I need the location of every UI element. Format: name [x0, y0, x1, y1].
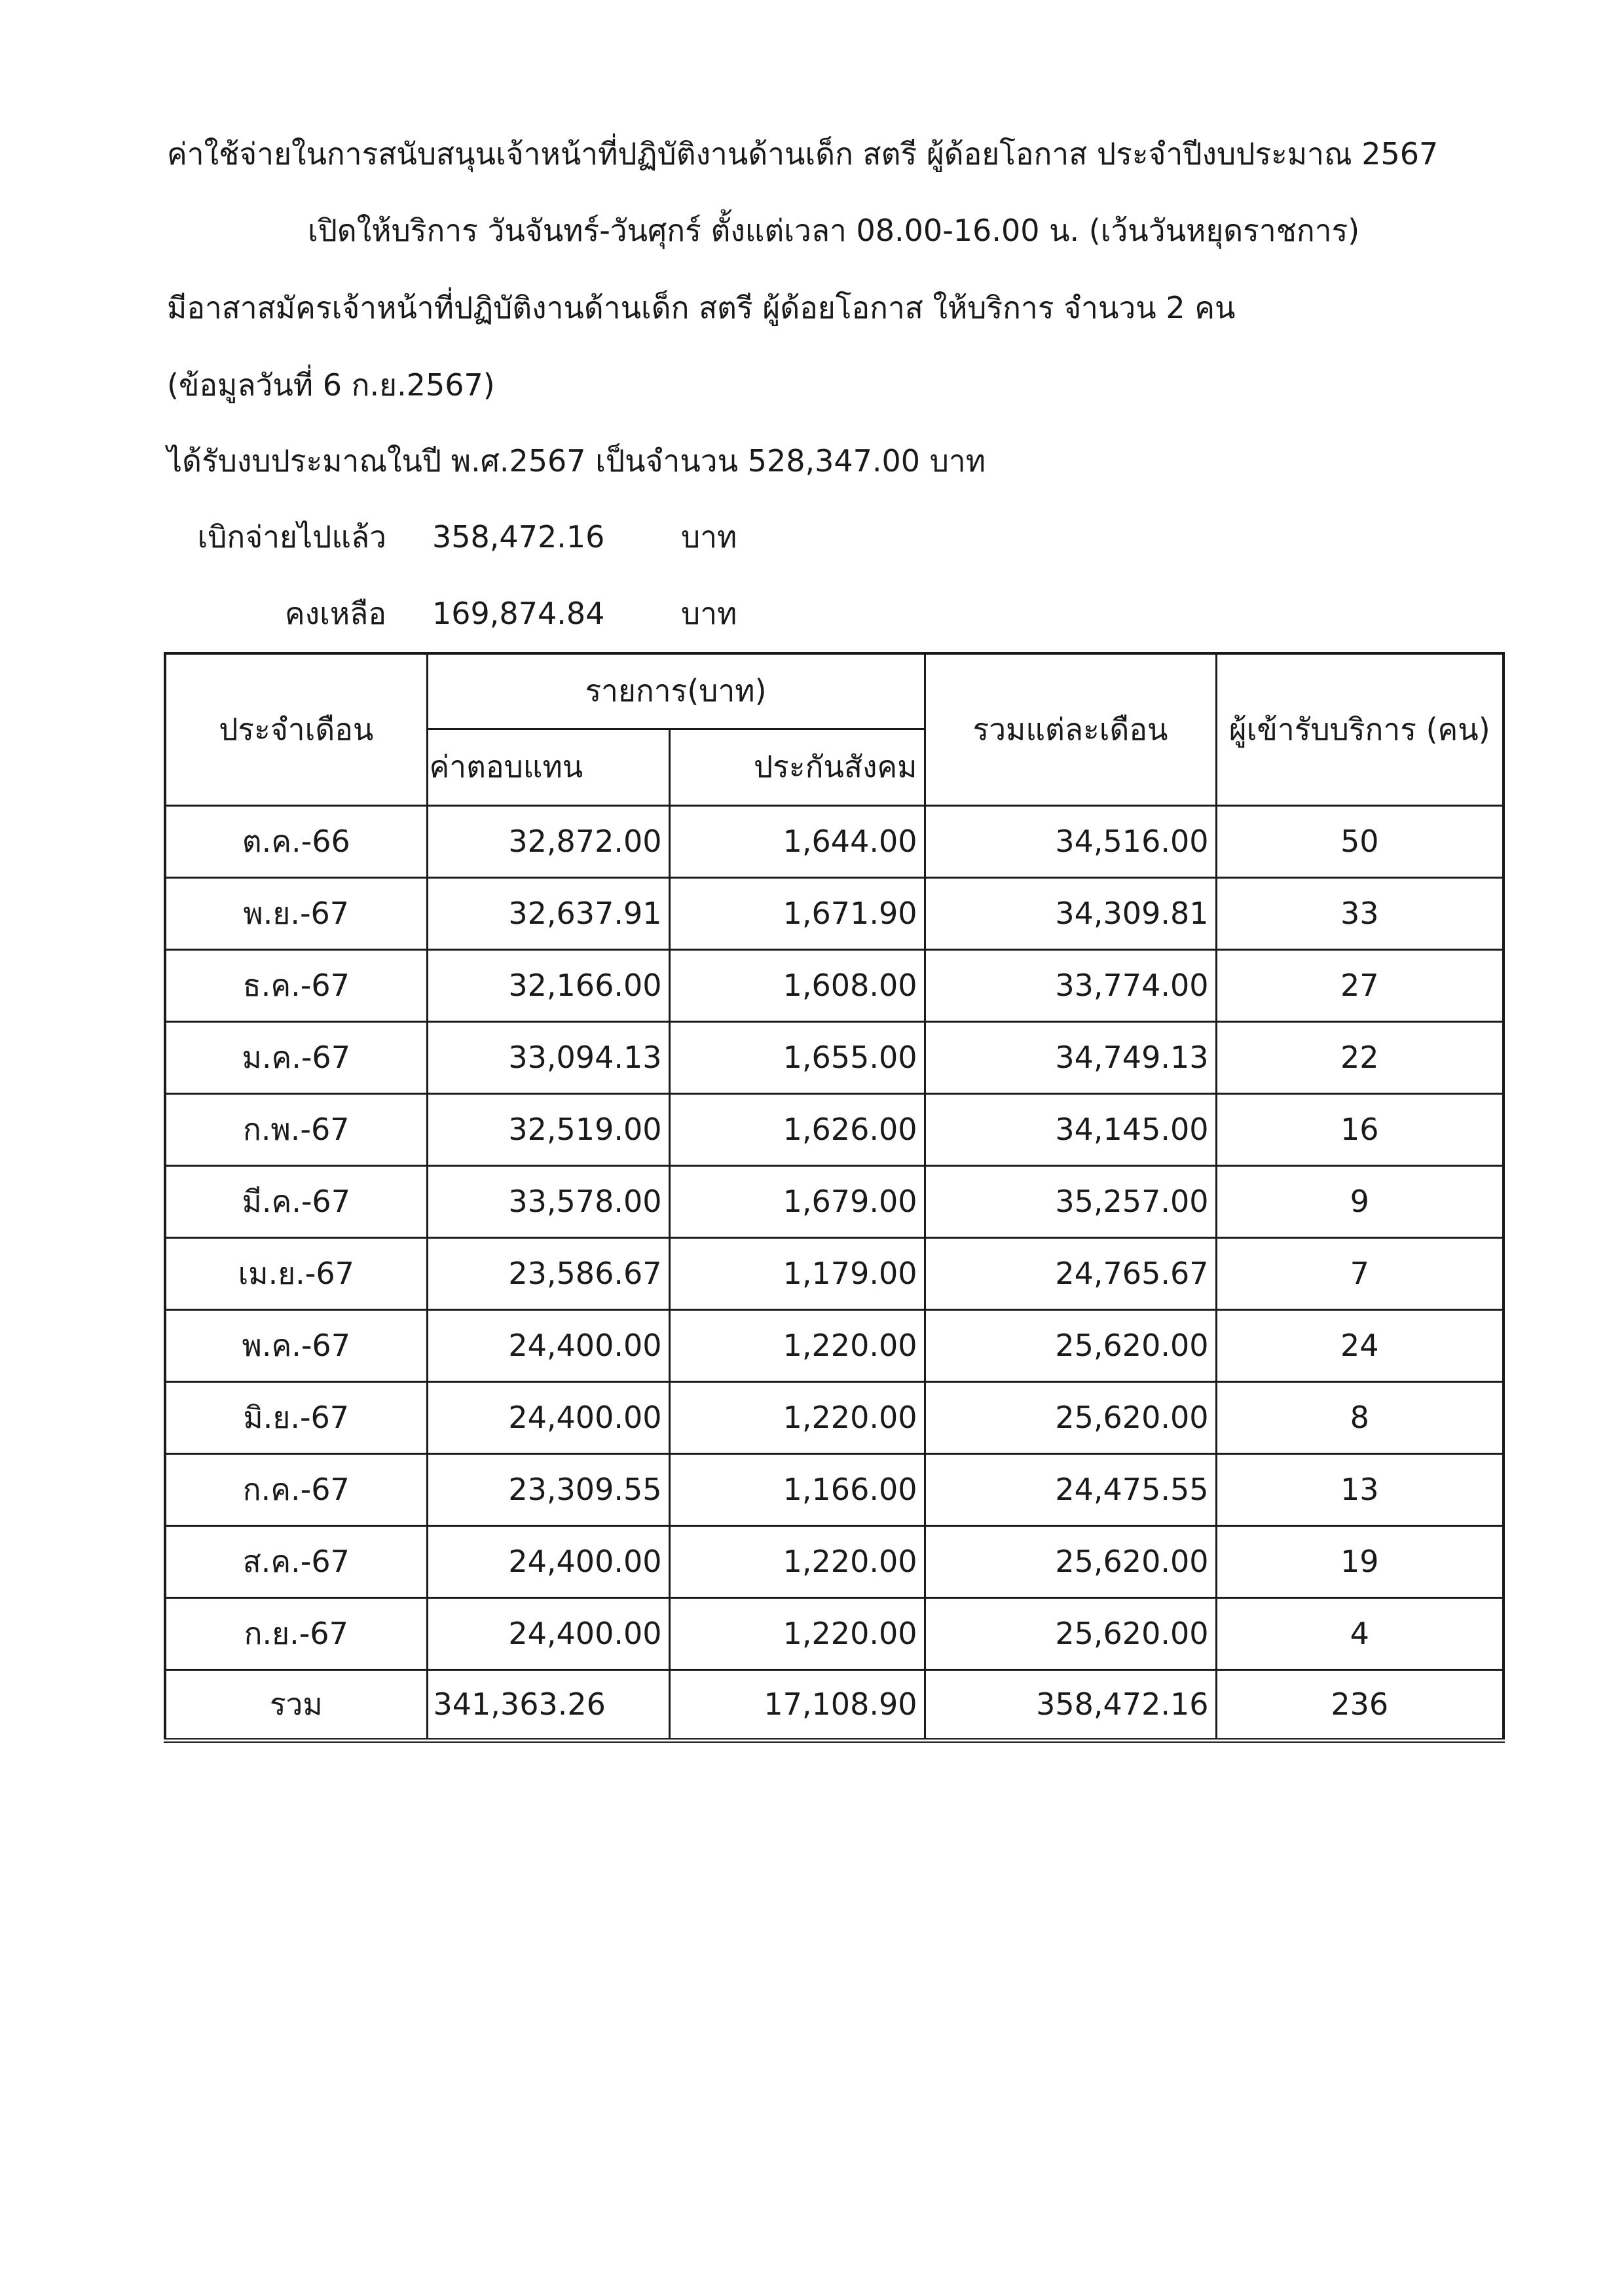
cell-monthly-total: 25,620.00: [925, 1381, 1216, 1453]
remaining-unit: บาท: [681, 596, 737, 631]
header-items: รายการ(บาท): [427, 653, 925, 729]
cell-monthly-total: 25,620.00: [925, 1597, 1216, 1669]
cell-monthly-total: 35,257.00: [925, 1165, 1216, 1237]
cell-compensation: 33,578.00: [427, 1165, 669, 1237]
expense-table: [164, 652, 1505, 1743]
header-compensation: ค่าตอบแทน: [427, 729, 669, 805]
cell-monthly-total: 34,145.00: [925, 1093, 1216, 1165]
cell-compensation: 32,519.00: [427, 1093, 669, 1165]
table-row: [165, 949, 1504, 1021]
table-row: [165, 1309, 1504, 1381]
cell-compensation: 32,166.00: [427, 949, 669, 1021]
table-row: [165, 1381, 1504, 1453]
cell-compensation: 24,400.00: [427, 1597, 669, 1669]
cell-month: มี.ค.-67: [165, 1165, 427, 1237]
cell-social-security: 1,220.00: [669, 1525, 925, 1597]
cell-compensation: 23,309.55: [427, 1453, 669, 1525]
total-row: [165, 1669, 1504, 1740]
table-row: [165, 1597, 1504, 1669]
document-title: ค่าใช้จ่ายในการสนับสนุนเจ้าหน้าที่ปฏิบัติงานด้านเด็ก สตรี ผู้ด้อยโอกาส ประจำปีงบประมาณ 2567: [167, 136, 1439, 172]
cell-compensation: 24,400.00: [427, 1525, 669, 1597]
cell-social-security: 1,679.00: [669, 1165, 925, 1237]
cell-recipients: 9: [1216, 1165, 1504, 1237]
cell-recipients: 16: [1216, 1093, 1504, 1165]
cell-month: ก.ค.-67: [165, 1453, 427, 1525]
table-row: [165, 1021, 1504, 1093]
cell-social-security: 1,166.00: [669, 1453, 925, 1525]
budget-received-text: ได้รับงบประมาณในปี พ.ศ.2567 เป็นจำนวน 528,347.00 บาท: [167, 443, 986, 479]
cell-monthly-total: 33,774.00: [925, 949, 1216, 1021]
cell-recipients: 33: [1216, 877, 1504, 949]
expense-table-container: [164, 652, 1502, 1743]
cell-recipients: 13: [1216, 1453, 1504, 1525]
cell-compensation: 32,872.00: [427, 805, 669, 877]
cell-month: ต.ค.-66: [165, 805, 427, 877]
cell-compensation: 24,400.00: [427, 1381, 669, 1453]
cell-month: ม.ค.-67: [165, 1021, 427, 1093]
cell-monthly-total: 34,516.00: [925, 805, 1216, 877]
cell-month: ก.พ.-67: [165, 1093, 427, 1165]
cell-month: พ.ค.-67: [165, 1309, 427, 1381]
total-recipients: 236: [1216, 1669, 1504, 1740]
table-row: [165, 1237, 1504, 1309]
spent-label: เบิกจ่ายไปแล้ว: [197, 519, 386, 555]
total-label: รวม: [165, 1669, 427, 1740]
volunteer-count-text: มีอาสาสมัครเจ้าหน้าที่ปฏิบัติงานด้านเด็ก สตรี ผู้ด้อยโอกาส ให้บริการ จำนวน 2 คน: [167, 290, 1236, 325]
cell-social-security: 1,626.00: [669, 1093, 925, 1165]
total-monthly: 358,472.16: [925, 1669, 1216, 1740]
cell-recipients: 50: [1216, 805, 1504, 877]
table-row: [165, 1093, 1504, 1165]
total-compensation: 341,363.26: [427, 1669, 669, 1740]
cell-social-security: 1,644.00: [669, 805, 925, 877]
header-social-security: ประกันสังคม: [669, 729, 925, 805]
cell-social-security: 1,655.00: [669, 1021, 925, 1093]
spent-unit: บาท: [681, 519, 737, 555]
cell-social-security: 1,220.00: [669, 1597, 925, 1669]
cell-recipients: 24: [1216, 1309, 1504, 1381]
cell-monthly-total: 34,749.13: [925, 1021, 1216, 1093]
cell-recipients: 8: [1216, 1381, 1504, 1453]
cell-recipients: 19: [1216, 1525, 1504, 1597]
remaining-amount: 169,874.84: [432, 596, 605, 631]
cell-compensation: 24,400.00: [427, 1309, 669, 1381]
cell-compensation: 33,094.13: [427, 1021, 669, 1093]
table-row: [165, 1453, 1504, 1525]
header-month: ประจำเดือน: [165, 653, 427, 805]
cell-month: พ.ย.-67: [165, 877, 427, 949]
table-row: [165, 1525, 1504, 1597]
cell-social-security: 1,220.00: [669, 1309, 925, 1381]
cell-social-security: 1,179.00: [669, 1237, 925, 1309]
cell-month: มิ.ย.-67: [165, 1381, 427, 1453]
spent-amount: 358,472.16: [432, 519, 605, 555]
cell-recipients: 22: [1216, 1021, 1504, 1093]
header-monthly-total: รวมแต่ละเดือน: [925, 653, 1216, 805]
table-row: [165, 1165, 1504, 1237]
cell-month: เม.ย.-67: [165, 1237, 427, 1309]
cell-social-security: 1,671.90: [669, 877, 925, 949]
cell-monthly-total: 25,620.00: [925, 1309, 1216, 1381]
table-row: [165, 805, 1504, 877]
cell-compensation: 23,586.67: [427, 1237, 669, 1309]
cell-recipients: 4: [1216, 1597, 1504, 1669]
cell-month: ธ.ค.-67: [165, 949, 427, 1021]
cell-monthly-total: 24,765.67: [925, 1237, 1216, 1309]
cell-monthly-total: 24,475.55: [925, 1453, 1216, 1525]
cell-month: ก.ย.-67: [165, 1597, 427, 1669]
data-as-of-date: (ข้อมูลวันที่ 6 ก.ย.2567): [167, 367, 495, 403]
cell-social-security: 1,608.00: [669, 949, 925, 1021]
table-row: [165, 877, 1504, 949]
header-recipients: ผู้เข้ารับบริการ (คน): [1216, 653, 1504, 805]
service-hours: เปิดให้บริการ วันจันทร์-วันศุกร์ ตั้งแต่เวลา 08.00-16.00 น. (เว้นวันหยุดราชการ): [308, 213, 1360, 248]
cell-monthly-total: 34,309.81: [925, 877, 1216, 949]
cell-recipients: 27: [1216, 949, 1504, 1021]
cell-social-security: 1,220.00: [669, 1381, 925, 1453]
cell-recipients: 7: [1216, 1237, 1504, 1309]
cell-month: ส.ค.-67: [165, 1525, 427, 1597]
cell-compensation: 32,637.91: [427, 877, 669, 949]
cell-monthly-total: 25,620.00: [925, 1525, 1216, 1597]
total-social-security: 17,108.90: [669, 1669, 925, 1740]
remaining-label: คงเหลือ: [284, 596, 386, 631]
